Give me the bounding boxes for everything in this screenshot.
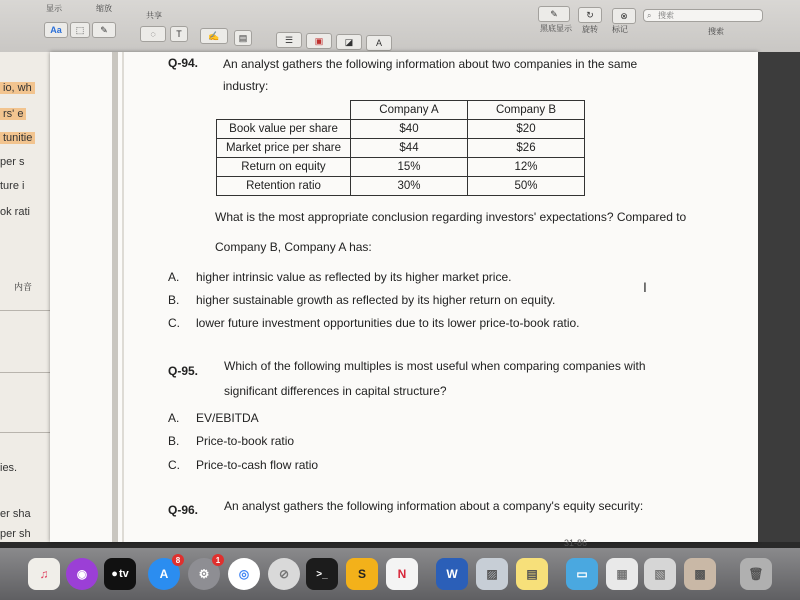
tv-label: tv <box>118 568 129 580</box>
text-box-icon[interactable]: T <box>170 26 188 42</box>
shape-tool-icon[interactable]: ◌ <box>140 26 166 42</box>
notification-badge: 8 <box>172 554 184 566</box>
preview-icon[interactable]: ▨ <box>476 558 508 590</box>
question-text: industry: <box>223 79 269 93</box>
notification-badge: 1 <box>212 554 224 566</box>
toolbar-label-zoom[interactable]: 缩放 <box>96 4 112 13</box>
background-app-panel <box>0 52 50 542</box>
table-row <box>217 158 585 177</box>
pen-tool-icon[interactable]: ✎ <box>92 22 116 38</box>
option-text: higher intrinsic value as reflected by its higher market price. <box>196 270 512 284</box>
divider <box>0 432 50 433</box>
markup-toolbar-icon[interactable]: ⊗ <box>612 8 636 24</box>
blocked-app-icon[interactable]: ⊘ <box>268 558 300 590</box>
bg-text-fragment: tunitie <box>0 132 35 144</box>
bg-text-fragment: ok rati <box>0 206 30 218</box>
markup-icon[interactable]: ✎ <box>538 6 570 22</box>
select-tool-icon[interactable]: ⬚ <box>70 22 90 38</box>
search-placeholder: 搜索 <box>658 11 674 20</box>
table-cell: Book value per share <box>217 120 351 139</box>
podcasts-icon[interactable]: ◉ <box>66 558 98 590</box>
option-letter: B. <box>168 293 180 307</box>
option-text: Price-to-book ratio <box>196 434 295 448</box>
table-header-row <box>217 101 585 120</box>
document-stack-icon[interactable]: ▦ <box>606 558 638 590</box>
option-text: higher sustainable growth as reflected by its higher return on equity. <box>196 293 556 307</box>
bg-text-fragment: 内音 <box>14 282 33 292</box>
text-style-button[interactable]: A <box>366 35 392 51</box>
option-text: Price-to-cash flow ratio <box>196 458 319 472</box>
screenshot-stack-icon[interactable]: ▩ <box>684 558 716 590</box>
table-cell: $20 <box>468 120 585 139</box>
page-margin-bar <box>112 52 118 542</box>
table-cell <box>217 101 351 120</box>
apple-tv-icon[interactable] <box>104 558 136 590</box>
table-header: Company B <box>468 101 585 120</box>
system-preferences-icon[interactable]: ⚙ 1 <box>188 558 220 590</box>
bg-text-fragment: per sh <box>0 528 31 540</box>
option-letter: B. <box>168 434 180 448</box>
divider <box>0 372 50 373</box>
text-cursor-icon: I <box>643 279 647 295</box>
folder-icon[interactable]: ▭ <box>566 558 598 590</box>
font-size-button[interactable]: Aa <box>44 22 68 38</box>
table-header: Company A <box>351 101 468 120</box>
toolbar-label-search: 搜索 <box>708 27 724 36</box>
toolbar-label-dark: 黑底显示 <box>540 24 572 33</box>
divider <box>0 310 50 311</box>
sublime-text-icon[interactable]: S <box>346 558 378 590</box>
question-text: Company B, Company A has: <box>215 240 372 254</box>
word-icon[interactable]: W <box>436 558 468 590</box>
table-cell: 50% <box>468 177 585 196</box>
app-toolbar <box>0 0 800 53</box>
table-row <box>217 139 585 158</box>
news-icon[interactable]: N <box>386 558 418 590</box>
data-table <box>216 100 585 196</box>
bg-text-fragment: ies. <box>0 462 18 474</box>
table-row <box>217 120 585 139</box>
downloads-stack-icon[interactable]: ▧ <box>644 558 676 590</box>
apple-logo-icon: ● <box>111 568 118 580</box>
align-tool-icon[interactable]: ☰ <box>276 32 302 48</box>
option-letter: A. <box>168 411 180 425</box>
table-cell: 30% <box>351 177 468 196</box>
table-cell: 15% <box>351 158 468 177</box>
note-tool-icon[interactable]: ▤ <box>234 30 252 46</box>
table-cell: $44 <box>351 139 468 158</box>
search-icon: ⌕ <box>647 11 652 20</box>
music-icon[interactable]: ♫ <box>28 558 60 590</box>
sign-tool-icon[interactable]: ✍ <box>200 28 228 44</box>
question-number: Q-96. <box>168 503 199 517</box>
bg-text-fragment: io, wh <box>0 82 35 94</box>
desktop-background <box>758 52 800 542</box>
question-number: Q-95. <box>168 364 199 378</box>
question-text: significant differences in capital structure? <box>224 384 447 398</box>
page-number: 31-86 <box>564 538 588 548</box>
app-store-icon[interactable]: A 8 <box>148 558 180 590</box>
table-row <box>217 177 585 196</box>
trash-icon[interactable]: 🗑 <box>740 558 772 590</box>
question-number: Q-94. <box>168 56 199 70</box>
table-cell: 12% <box>468 158 585 177</box>
bg-text-fragment: ture i <box>0 180 25 192</box>
toolbar-label-mark: 标记 <box>612 25 628 34</box>
fill-color-icon[interactable]: ◪ <box>336 34 362 50</box>
option-text: EV/EBITDA <box>196 411 259 425</box>
bg-text-fragment: per s <box>0 156 25 168</box>
border-color-icon[interactable]: ▣ <box>306 33 332 49</box>
notes-icon[interactable]: ▤ <box>516 558 548 590</box>
table-cell: Market price per share <box>217 139 351 158</box>
search-input[interactable] <box>643 9 763 22</box>
table-cell: Return on equity <box>217 158 351 177</box>
table-cell: Retention ratio <box>217 177 351 196</box>
table-cell: $40 <box>351 120 468 139</box>
rotate-icon[interactable]: ↻ <box>578 7 602 23</box>
option-letter: C. <box>168 316 180 330</box>
question-text: An analyst gathers the following information about a company's equity security: <box>224 499 644 513</box>
toolbar-label-share[interactable]: 共享 <box>146 11 162 20</box>
option-letter: A. <box>168 270 180 284</box>
question-text: Which of the following multiples is most useful when comparing companies with <box>224 359 646 373</box>
page-margin-line <box>122 52 124 542</box>
toolbar-label-display[interactable]: 显示 <box>46 4 62 13</box>
option-letter: C. <box>168 458 180 472</box>
question-text: An analyst gathers the following information about two companies in the same <box>223 57 638 71</box>
bg-text-fragment: rs' e <box>0 108 26 120</box>
question-text: What is the most appropriate conclusion regarding investors' expectations? Compared to <box>215 210 687 224</box>
chrome-icon[interactable]: ◎ <box>228 558 260 590</box>
option-text: lower future investment opportunities due to its lower price-to-book ratio. <box>196 316 580 330</box>
terminal-icon[interactable]: >_ <box>306 558 338 590</box>
bg-text-fragment: er sha <box>0 508 31 520</box>
table-cell: $26 <box>468 139 585 158</box>
toolbar-label-rotate: 旋转 <box>582 25 598 34</box>
